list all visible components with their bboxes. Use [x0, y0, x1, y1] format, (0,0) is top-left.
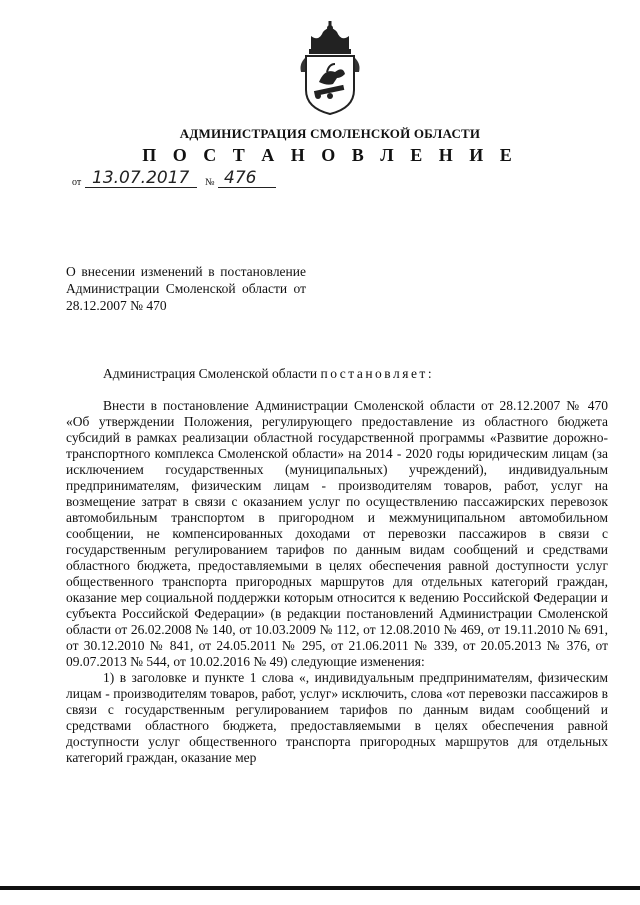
document-type-title: П О С Т А Н О В Л Е Н И Е	[142, 145, 518, 165]
body-paragraph-1: Внести в постановление Администрации Смоленской области от 28.12.2007 № 470 «Об утверждении Положения, регулирующего предоставление из областного бюджета субсидий в рамках реализации областной государственной программы «Развитие дорожно-транспортного комплекса Смоленской области» на 2014 - 2020 годы юридическим лицам (за исключением государственных (муниципальных) учреждений), индивидуальным предпринимателям, физическим лицам - производителям товаров, работ, услуг на возмещение затрат в связи с оказанием услуг по осуществлению пассажирских перевозок автомобильным транспортом в пригородном и межмуниципальном автомобильном сообщении, не компенсированных доходами от перевозки пассажиров в связи с государственным регулированием тарифов по данным видам сообщений и средствами областного бюджета, предоставляемыми в целях обеспечения равной доступности услуг общественного транспорта пригородных маршрутов для отдельных категорий граждан, оказание мер социальной поддержки которым относится к ведению Российской Федерации и субъекта Российской Федерации» (в редакции постановлений Администрации Смоленской области от 26.02.2008 № 140, от 10.03.2009 № 112, от 12.08.2010 № 469, от 19.11.2010 № 691, от 30.12.2010 № 841, от 24.05.2011 № 295, от 21.06.2011 № 339, от 20.05.2013 № 376, от 09.07.2013 № 544, от 10.02.2016 № 49) следующие изменения:	[66, 398, 608, 669]
date-label: от	[72, 177, 82, 188]
preamble	[103, 366, 434, 382]
number-underline	[218, 187, 276, 188]
date-value: 13.07.2017	[92, 168, 190, 188]
document-meta	[72, 168, 292, 190]
document-body	[66, 398, 608, 766]
number-value: 476	[224, 168, 257, 188]
page-bottom-rule	[0, 886, 640, 890]
coat-of-arms-emblem	[297, 20, 363, 116]
organization-title: АДМИНИСТРАЦИЯ СМОЛЕНСКОЙ ОБЛАСТИ	[179, 126, 481, 141]
decree-word: постановляет:	[320, 366, 435, 381]
date-underline	[85, 187, 197, 188]
body-paragraph-2: 1) в заголовке и пункте 1 слова «, индивидуальным предпринимателям, физическим лицам - производителям товаров, работ, услуг» исключить, слова «от перевозки пассажиров в связи с государственным регулированием тарифов по данным видам сообщений и средствами областного бюджета, предоставляемыми в целях обеспечения равной доступности услуг общественного транспорта пригородных маршрутов для отдельных категорий граждан, оказание мер	[66, 670, 608, 765]
number-label: №	[205, 177, 215, 188]
preamble-text: Администрация Смоленской области	[103, 366, 318, 381]
document-subject: О внесении изменений в постановление Администрации Смоленской области от 28.12.2007 № 470	[66, 264, 306, 313]
